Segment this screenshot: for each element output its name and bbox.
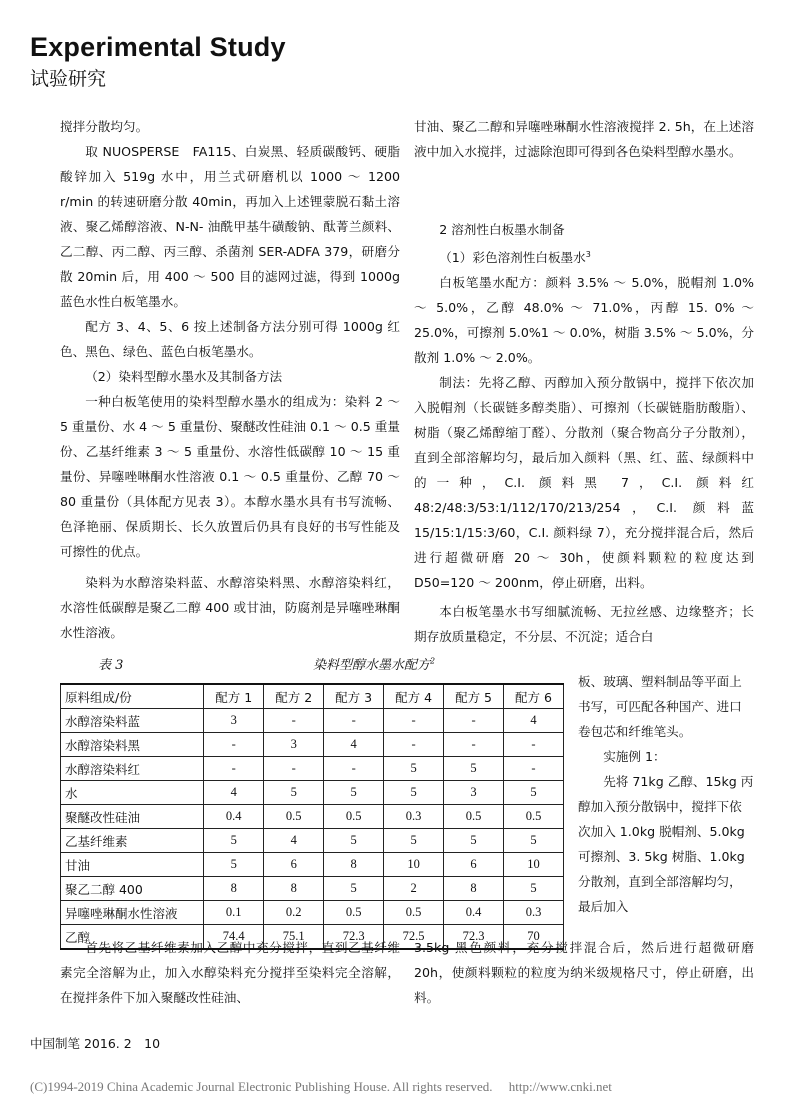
table-cell: 0.1 [204,901,264,925]
table-title: 染料型醇水墨水配方$^2$ [313,656,436,673]
header-english: Experimental Study [30,32,286,62]
table-cell: 72.3 [444,925,504,950]
subheading: （2）染料型醇水墨水及其制备方法 [85,369,283,384]
table-cell: 5 [384,781,444,805]
table-cell: - [204,757,264,781]
right-column-section [414,213,754,649]
table-row [61,709,564,733]
table-cell: 5 [264,781,324,805]
table-row [61,757,564,781]
table-cell: - [384,733,444,757]
recipe-table [60,683,564,950]
table-cell: 4 [264,829,324,853]
row-label: 异噻唑琳酮水性溶液 [61,901,204,925]
table-cell: 72.3 [324,925,384,950]
column-header: 配方 4 [384,684,444,709]
journal-footer: 中国制笔 2016. 2 10 [30,1036,161,1051]
table-cell: - [264,757,324,781]
paragraph: 取 NUOSPERSE FA115、白炭黑、轻质碳酸钙、硬脂酸锌加入 519g 水中，用兰式研磨机以 1000 ～ 1200 r/min 的转速研磨分散 40min，再加入上述锂蒙脱石黏土溶液、聚乙烯醇溶液、N-N- 油酰甲基牛磺酸钠、酞菁兰颜料、乙二醇、丙二醇、丙三醇、杀菌剂 SER-ADFA 379，研磨分散 20min 后，用 400 ～ 500 目的滤网过滤，得到 1000g 蓝色水性白板笔墨水。 [60,144,400,309]
table-cell: 8 [204,877,264,901]
table-row [61,901,564,925]
paragraph: 搅拌分散均匀。 [60,119,149,134]
column-header: 配方 2 [264,684,324,709]
table-cell: 0.5 [264,805,324,829]
bottom-right-paragraph: 3.5kg 黑色颜料，充分搅拌混合后，然后进行超微研磨 20h，使颜料颗粒的粒度为纳米级规格尺寸，停止研磨，出料。 [414,940,754,1005]
table-cell: 0.5 [324,901,384,925]
paragraph: 配方 3、4、5、6 按上述制备方法分别可得 1000g 红色、黑色、绿色、蓝色白板笔墨水。 [60,319,400,359]
row-label: 乙基纤维素 [61,829,204,853]
column-header: 配方 3 [324,684,384,709]
table-cell: 0.5 [504,805,564,829]
paragraph: 先将 71kg 乙醇、15kg 丙醇加入预分散锅中，搅拌下依次加入 1.0kg 脱帽剂、5.0kg 可擦剂、3. 5kg 树脂、1.0kg 分散剂，直到全部溶解均匀，最后加入 [578,774,754,914]
table-row [61,781,564,805]
table-cell: 10 [384,853,444,877]
table-cell: 0.3 [384,805,444,829]
table-row [61,853,564,877]
right-column-top [414,114,754,164]
left-column [60,114,400,645]
table-cell: - [504,733,564,757]
example-heading: 实施例 1： [603,749,666,764]
table-cell: 8 [324,853,384,877]
table-cell: 5 [324,781,384,805]
row-label: 聚醚改性硅油 [61,805,204,829]
paragraph: 白板笔墨水配方：颜料 3.5% ～ 5.0%，脱帽剂 1.0% ～ 5.0%，乙醇 48.0% ～ 71.0%，丙醇 15. 0% ～ 25.0%，可擦剂 5.0%1 ～ 0.0%，树脂 3.5% ～ 5.0%，分散剂 1.0% ～ 2.0%。 [414,275,754,366]
table-cell: 5 [504,877,564,901]
paragraph: 染料为水醇溶染料蓝、水醇溶染料黑、水醇溶染料红，水溶性低碳醇是聚乙二醇 400 或甘油，防腐剂是异噻唑琳酮水性溶液。 [60,575,400,640]
paragraph: 制法：先将乙醇、丙醇加入预分散锅中，搅拌下依次加入脱帽剂（长碳链多醇类脂）、可擦剂（长碳链脂肪酸脂）、树脂（聚乙烯醇缩丁醛）、分散剂（聚合物高分子分散剂），直到全部溶解均匀，最后加入颜料（黑、红、蓝、绿颜料中的一种，C.I. 颜料黑 7，C.I. 颜料红 48:2/48:3/53:1/112/170/213/254，C.I. 颜料蓝 15/15:1/15:3/60，C.I. 颜料绿 7），充分搅拌混合后，然后进行超微研磨 20 ～ 30h，使颜料颗粒的粒度达到 D50=120 ～ 200nm，停止研磨，出料。 [414,375,754,591]
table-cell: 6 [444,853,504,877]
table-cell: 5 [204,853,264,877]
table-row [61,733,564,757]
table-cell: 0.3 [504,901,564,925]
column-header: 配方 5 [444,684,504,709]
row-label: 水醇溶染料红 [61,757,204,781]
paragraph: 板、玻璃、塑料制品等平面上书写，可匹配各种国产、进口卷包芯和纤维笔头。 [578,674,742,739]
table-cell: 4 [324,733,384,757]
table-cell: 3 [444,781,504,805]
table-cell: 8 [264,877,324,901]
table-cell: 4 [204,781,264,805]
table-cell: 0.5 [384,901,444,925]
header-chinese: 试验研究 [30,68,107,90]
table-cell: 5 [504,829,564,853]
table-cell: 5 [384,757,444,781]
table-label: 表 3 [98,658,124,673]
right-narrow-column [578,669,754,919]
row-label: 水醇溶染料蓝 [61,709,204,733]
table-row [61,805,564,829]
table-cell: - [504,757,564,781]
column-header: 配方 1 [204,684,264,709]
table-cell: 5 [444,757,504,781]
table-cell: 8 [444,877,504,901]
table-cell: - [204,733,264,757]
subheading: （1）彩色溶剂性白板墨水$^3$ [439,250,591,266]
table-cell: 0.5 [324,805,384,829]
table-cell: 72.5 [384,925,444,950]
table-row [61,877,564,901]
table-cell: 70 [504,925,564,950]
table-cell: - [324,709,384,733]
table-cell: - [444,733,504,757]
table-cell: - [384,709,444,733]
table-cell: 0.5 [444,805,504,829]
table-cell: - [444,709,504,733]
paragraph: 本白板笔墨水书写细腻流畅、无拉丝感、边缘整齐；长期存放质量稳定，不分层、不沉淀；适合白 [414,604,754,645]
column-header: 配方 6 [504,684,564,709]
bottom-left-paragraph: 首先将乙基纤维素加入乙醇中充分搅拌，直到乙基纤维素完全溶解为止，加入水醇染料充分搅拌至染料完全溶解，在搅拌条件下加入聚醚改性硅油、 [60,940,400,1005]
table-cell: 6 [264,853,324,877]
table-row [61,829,564,853]
table-cell: 5 [324,829,384,853]
row-label: 乙醇 [61,925,204,950]
table-cell: 5 [324,877,384,901]
copyright-notice: (C)1994-2019 China Academic Journal Electronic Publishing House. All rights reserved. http://www.cnki.net [30,1079,612,1094]
table-cell: - [324,757,384,781]
row-label: 水醇溶染料黑 [61,733,204,757]
table-cell: - [264,709,324,733]
table-cell: 5 [204,829,264,853]
table-cell: 3 [204,709,264,733]
table-header-row [61,684,564,709]
table-cell: 75.1 [264,925,324,950]
section-title: 2 溶剂性白板墨水制备 [439,222,565,237]
column-header: 原料组成/份 [61,684,204,709]
table-cell: 5 [444,829,504,853]
row-label: 聚乙二醇 400 [61,877,204,901]
table-cell: 2 [384,877,444,901]
table-cell: 5 [504,781,564,805]
paragraph: 一种白板笔使用的染料型醇水墨水的组成为：染料 2 ～ 5 重量份、水 4 ～ 5 重量份、聚醚改性硅油 0.1 ～ 0.5 重量份、乙基纤维素 3 ～ 5 重量份、水溶性低碳醇 10 ～ 15 重量份、异噻唑啉酮水性溶液 0.1 ～ 0.5 重量份、乙醇 70 ～ 80 重量份（具体配方见表 3）。本醇水墨水具有书写流畅、色泽艳丽、保质期长、长久放置后仍具有良好的书写性能及可擦性的优点。 [60,394,400,559]
row-label: 甘油 [61,853,204,877]
table-cell: 0.2 [264,901,324,925]
table-cell: 4 [504,709,564,733]
table-cell: 0.4 [204,805,264,829]
table-cell: 10 [504,853,564,877]
table-cell: 74.4 [204,925,264,950]
table-cell: 5 [384,829,444,853]
table-cell: 3 [264,733,324,757]
paragraph: 甘油、聚乙二醇和异噻唑琳酮水性溶液搅拌 2. 5h，在上述溶液中加入水搅拌，过滤除泡即可得到各色染料型醇水墨水。 [414,119,754,159]
row-label: 水 [61,781,204,805]
reference-marker: 3 [585,250,591,259]
table-cell: 0.4 [444,901,504,925]
